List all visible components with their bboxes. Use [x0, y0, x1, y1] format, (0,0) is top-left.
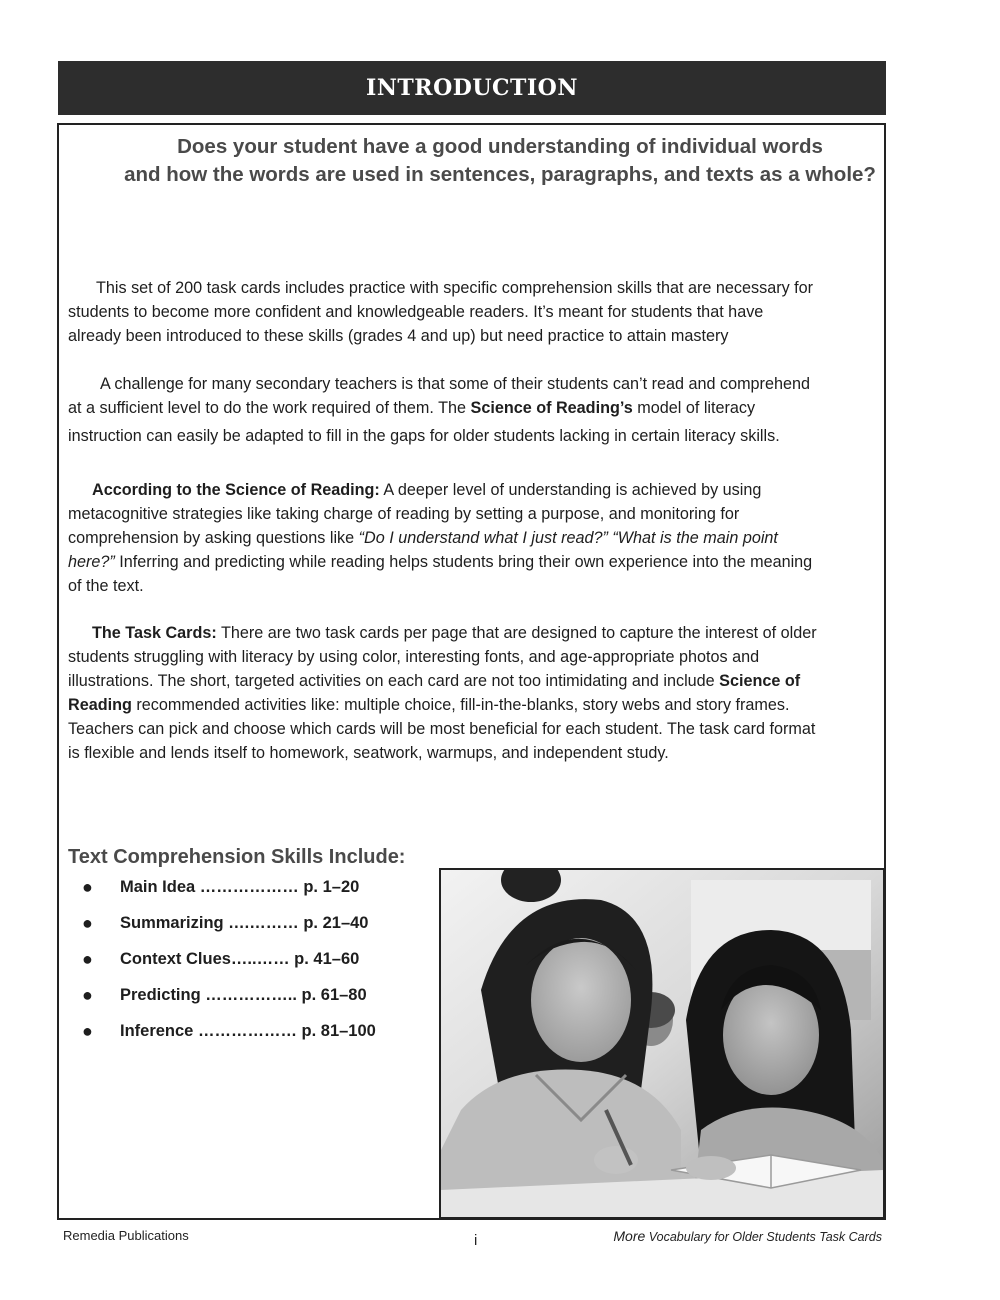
text-line: instruction can easily be adapted to fill in the gaps for older students lacking in certain literacy skills. [68, 427, 780, 445]
text-line: already been introduced to these skills (grades 4 and up) but need practice to attain mastery [68, 327, 729, 345]
bullet-icon: ● [82, 1021, 93, 1041]
bullet-icon: ● [82, 949, 93, 969]
text-line: A challenge for many secondary teachers is that some of their students can’t read and comprehend [100, 375, 810, 393]
text-line: is flexible and lends itself to homework, seatwork, warmups, and independent study. [68, 744, 669, 762]
page-title: INTRODUCTION [366, 75, 578, 101]
text-line: Reading recommended activities like: multiple choice, fill-in-the-blanks, story webs and story frames. [68, 696, 790, 714]
bold-phrase: Science of [719, 672, 801, 690]
bullet-icon: ● [82, 913, 93, 933]
footer-title-text: Vocabulary for Older Students Task Cards [645, 1230, 882, 1244]
page-header [58, 61, 886, 115]
text-line: This set of 200 task cards includes practice with specific comprehension skills that are necessary for [96, 279, 814, 297]
paragraph-task-cards [68, 621, 883, 765]
paragraph-science-of-reading [68, 478, 883, 598]
bullet-icon: ● [82, 877, 93, 897]
text-line: at a sufficient level to do the work required of them. The Science of Reading’s model of literacy [68, 399, 756, 417]
text-line: comprehension by asking questions like “Do I understand what I just read?” “What is the main point [68, 529, 778, 547]
lead-line: and how the words are used in sentences, paragraphs, and texts as a whole? [124, 163, 876, 186]
text-line: here?” Inferring and predicting while reading helps students bring their own experience into the meaning [68, 553, 813, 571]
text-line: metacognitive strategies like taking charge of reading by setting a purpose, and monitoring for [68, 505, 740, 523]
students-reading-photo [439, 868, 885, 1219]
text-line: Teachers can pick and choose which cards will be most beneficial for each student. The task card format [68, 720, 816, 738]
footer-publisher: Remedia Publications [63, 1228, 189, 1243]
text-line: students struggling with literacy by using color, interesting fonts, and age-appropriate photos and [68, 648, 760, 666]
paragraph-task-cards-overview [68, 276, 883, 348]
italic-quote: “Do I understand what I just read?” “What is the main point [358, 529, 778, 547]
bold-heading: The Task Cards: [92, 624, 217, 642]
bold-phrase: Science of Reading’s [470, 399, 633, 417]
footer-title-emphasis: More [613, 1228, 646, 1244]
text-line: The Task Cards: There are two task cards per page that are designed to capture the interest of older [92, 624, 817, 642]
bold-heading: According to the Science of Reading: [92, 481, 380, 499]
text-line: students to become more confident and knowledgeable readers. It’s meant for students that have [68, 303, 764, 321]
skills-heading: Text Comprehension Skills Include: [68, 846, 406, 868]
italic-quote: here?” [68, 553, 115, 571]
text-line: illustrations. The short, targeted activities on each card are not too intimidating and include Science of [68, 672, 801, 690]
text-line: of the text. [68, 577, 144, 595]
lead-line: Does your student have a good understanding of individual words [177, 135, 823, 158]
lead-question [0, 133, 1000, 189]
text-line: According to the Science of Reading: A deeper level of understanding is achieved by using [92, 481, 762, 499]
page-number: i [474, 1232, 478, 1249]
bold-phrase: Reading [68, 696, 132, 714]
paragraph-secondary-teachers [68, 372, 883, 448]
bullet-icon: ● [82, 985, 93, 1005]
footer-book-title [613, 1228, 882, 1244]
